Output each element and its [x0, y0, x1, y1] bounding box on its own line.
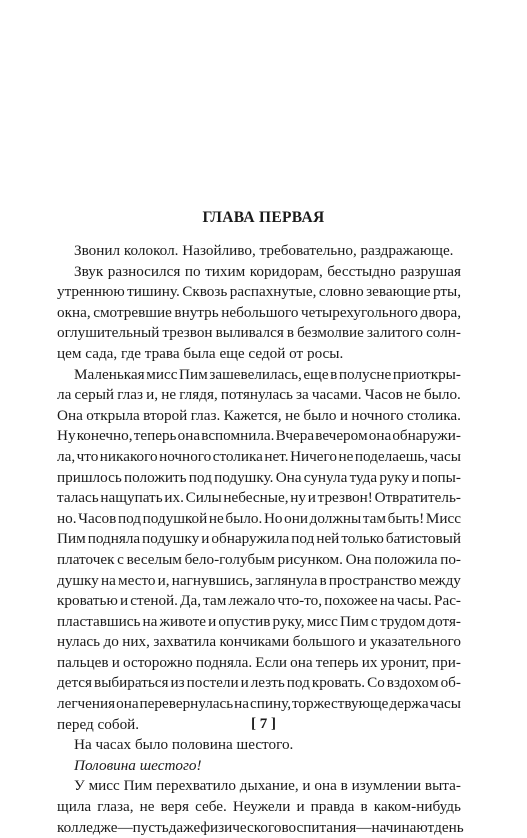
- text-line: [57, 529, 461, 550]
- text-line: [57, 735, 461, 756]
- word: и: [201, 530, 210, 548]
- word: безмолвие: [297, 324, 364, 342]
- word: захватила: [153, 633, 217, 651]
- word: мисс: [306, 612, 338, 630]
- word: зевающие: [366, 283, 431, 301]
- word: руку,: [272, 612, 305, 630]
- word: мисс: [88, 777, 120, 795]
- word: платочек: [57, 550, 115, 568]
- word: Да,: [180, 592, 202, 610]
- word: и: [119, 592, 129, 610]
- word: теперь: [133, 427, 177, 445]
- text-line: [57, 344, 461, 365]
- word: никакого: [99, 447, 158, 465]
- line-text: перед собой.: [57, 715, 140, 733]
- word: трезвон: [162, 324, 213, 342]
- line-text: цем сада, где трава была еще седой от росы.: [57, 344, 344, 362]
- word: часы: [429, 447, 461, 465]
- text-line: [57, 673, 461, 694]
- word: пластавшись: [57, 612, 141, 630]
- word: было.: [423, 386, 461, 404]
- word: она: [177, 427, 201, 445]
- text-line: [57, 282, 461, 303]
- word: попы-: [421, 468, 461, 486]
- word: обнаружила: [211, 530, 290, 548]
- word: Силы: [185, 489, 222, 507]
- word: открыла: [86, 406, 140, 424]
- word: пространство: [328, 571, 417, 589]
- word: Неужели: [232, 798, 291, 816]
- word: она: [116, 695, 139, 713]
- text-line: [57, 756, 461, 777]
- line-text: Звонил колокол. Назойливо, требовательно, раздражающе.: [74, 242, 454, 259]
- word: и: [411, 468, 420, 486]
- word: по-: [440, 550, 461, 568]
- word: внутрь: [174, 303, 219, 321]
- word: теперь: [315, 653, 359, 671]
- word: талась: [57, 489, 99, 507]
- text-line: [57, 262, 461, 283]
- word: Мисс: [425, 509, 461, 527]
- word: Она: [275, 468, 302, 486]
- word: глядя,: [179, 386, 218, 404]
- word: небольшого: [221, 303, 299, 321]
- word: об-: [440, 674, 461, 692]
- word: кончиками: [219, 633, 290, 651]
- word: под: [188, 468, 212, 486]
- word: нагнувшись,: [171, 571, 254, 589]
- word: Рас-: [434, 592, 461, 610]
- word: уронит,: [380, 653, 429, 671]
- word: положить: [124, 468, 187, 486]
- word: в: [286, 324, 295, 342]
- word: Если: [255, 653, 288, 671]
- word: большого: [292, 633, 356, 651]
- text-line: [57, 612, 461, 633]
- word: место: [117, 571, 156, 589]
- word: осторожно: [122, 653, 193, 671]
- text-line: [57, 818, 464, 838]
- word: кроватью: [57, 592, 118, 610]
- word: себе.: [195, 798, 227, 816]
- word: изумлении: [351, 777, 422, 795]
- word: под: [291, 530, 315, 548]
- word: нет.: [264, 447, 289, 465]
- word: Пим: [123, 777, 153, 795]
- word: туда: [349, 468, 378, 486]
- word: физического: [200, 818, 282, 836]
- word: что: [76, 447, 99, 465]
- word: при-: [432, 653, 461, 671]
- word: она: [290, 653, 313, 671]
- word: солн-: [426, 324, 461, 342]
- word: каком-нибудь: [373, 798, 461, 816]
- word: и,: [146, 386, 159, 404]
- word: ночного: [159, 447, 212, 465]
- word: не: [139, 798, 155, 816]
- word: и: [111, 653, 120, 671]
- word: утреннюю: [57, 283, 125, 301]
- word: подняла.: [195, 653, 253, 671]
- word: веселым: [126, 550, 182, 568]
- text-line: [57, 653, 461, 674]
- word: вспомнила.: [201, 427, 275, 445]
- word: и,: [157, 571, 170, 589]
- word: Отвратитель-: [374, 489, 461, 507]
- word: под: [117, 509, 141, 527]
- word: душку: [57, 571, 99, 589]
- word: часы.: [396, 592, 432, 610]
- word: было: [303, 406, 337, 424]
- word: столика.: [406, 406, 461, 424]
- word: часы: [429, 695, 461, 713]
- word: глаза,: [97, 798, 134, 816]
- text-line: [57, 303, 461, 324]
- word: и: [307, 489, 316, 507]
- word: вечером: [315, 427, 368, 445]
- word: и: [208, 612, 217, 630]
- word: часами.: [311, 386, 362, 404]
- word: и: [339, 406, 349, 424]
- text-line: [57, 406, 461, 427]
- word: приоткры-: [392, 365, 461, 383]
- word: но.: [57, 509, 77, 527]
- text-line: [57, 632, 461, 653]
- word: Кажется,: [223, 406, 282, 424]
- word: еще: [303, 365, 329, 383]
- word: было.: [225, 509, 263, 527]
- word: рты,: [432, 283, 461, 301]
- word: нулась: [57, 633, 101, 651]
- word: начинают: [371, 818, 435, 836]
- word: тихим: [205, 262, 246, 280]
- text-line: [57, 797, 461, 818]
- word: подушкой: [142, 509, 208, 527]
- word: бесстыдно: [327, 262, 396, 280]
- word: торжествующе: [291, 695, 389, 713]
- word: дотя-: [427, 612, 461, 630]
- word: колледже: [57, 818, 118, 836]
- word: не: [285, 406, 300, 424]
- word: Пим: [179, 365, 208, 383]
- word: выбираться: [94, 674, 169, 692]
- word: Со: [367, 674, 385, 692]
- word: ла: [57, 386, 72, 404]
- word: четырехугольного: [301, 303, 418, 321]
- word: что-то,: [277, 592, 323, 610]
- word: только: [341, 530, 384, 548]
- word: кровать.: [311, 674, 366, 692]
- word: не: [405, 386, 421, 404]
- word: не: [161, 386, 177, 404]
- word: тишину.: [127, 283, 180, 301]
- word: постели: [186, 674, 239, 692]
- text-line: [57, 694, 461, 715]
- word: трезвон!: [317, 489, 373, 507]
- text-line: [57, 550, 461, 571]
- word: держа: [389, 695, 429, 713]
- word: и: [240, 674, 249, 692]
- word: коридорам,: [249, 262, 323, 280]
- page-number: [ 7 ]: [251, 716, 276, 732]
- word: перевернулась: [139, 695, 234, 713]
- word: залитого: [366, 324, 424, 342]
- word: дыхание,: [239, 777, 299, 795]
- word: ночного: [351, 406, 404, 424]
- word: лезть: [250, 674, 285, 692]
- word: вздохом: [386, 674, 439, 692]
- word: окна,: [57, 303, 91, 321]
- word: ней: [316, 530, 340, 548]
- word: в: [340, 777, 348, 795]
- word: щила: [57, 798, 92, 816]
- word: веря: [160, 798, 189, 816]
- word: серый: [74, 386, 115, 404]
- word: и: [296, 798, 305, 816]
- word: распахнутые,: [229, 283, 317, 301]
- word: дется: [57, 674, 93, 692]
- text-line: [57, 426, 461, 447]
- word: под: [286, 674, 310, 692]
- word: руку: [379, 468, 410, 486]
- word: между: [418, 571, 461, 589]
- word: разносился: [107, 262, 181, 280]
- word: быть!: [387, 509, 425, 527]
- word: Но: [263, 509, 283, 527]
- word: с: [117, 550, 124, 568]
- word: потянулась: [220, 386, 293, 404]
- word: Ну: [57, 427, 76, 445]
- word: Она: [57, 406, 83, 424]
- word: —: [117, 818, 133, 836]
- word: глаз: [117, 386, 143, 404]
- word: лежало: [228, 592, 276, 610]
- word: указательного: [370, 633, 461, 651]
- word: пусть: [132, 818, 169, 836]
- word: на: [100, 571, 116, 589]
- text-line: [57, 488, 461, 509]
- word: правда: [310, 798, 355, 816]
- text-line: [57, 447, 461, 468]
- word: должны: [309, 509, 362, 527]
- word: из: [170, 674, 185, 692]
- line-text: Половина шестого!: [74, 756, 202, 774]
- text-line: [57, 468, 461, 489]
- text-line: [57, 241, 461, 262]
- text-line: [57, 385, 461, 406]
- word: их.: [164, 489, 184, 507]
- word: подушку.: [214, 468, 274, 486]
- word: небесные,: [223, 489, 289, 507]
- word: и: [302, 777, 311, 795]
- word: двора,: [420, 303, 461, 321]
- word: Вчера: [275, 427, 315, 445]
- word: за: [296, 386, 309, 404]
- word: Маленькая: [74, 365, 145, 383]
- word: выливался: [215, 324, 284, 342]
- word: оглушительный: [57, 324, 160, 342]
- word: столика: [212, 447, 263, 465]
- word: по: [184, 262, 201, 280]
- word: трудом: [379, 612, 426, 630]
- word: рисунком.: [277, 550, 343, 568]
- word: она: [314, 777, 337, 795]
- word: Пим: [57, 530, 86, 548]
- text-line: [57, 509, 461, 530]
- text-line: [57, 571, 461, 592]
- word: Она: [345, 550, 372, 568]
- word: смотревшие: [93, 303, 172, 321]
- word: Звук: [74, 262, 104, 280]
- word: воспитания: [281, 818, 357, 836]
- word: полусне: [338, 365, 392, 383]
- word: ла,: [57, 447, 76, 465]
- word: —: [356, 818, 372, 836]
- word: подушку: [142, 530, 200, 548]
- word: зашевелилась,: [209, 365, 302, 383]
- line-text: На часах было половина шестого.: [74, 736, 294, 754]
- word: пальцев: [57, 653, 109, 671]
- word: конечно,: [76, 427, 133, 445]
- word: глаз.: [190, 406, 221, 424]
- word: У: [74, 777, 85, 795]
- word: них,: [122, 633, 150, 651]
- word: похожее: [324, 592, 378, 610]
- word: там: [203, 592, 227, 610]
- word: Часов: [78, 509, 117, 527]
- word: на: [379, 592, 395, 610]
- text-line: [57, 591, 461, 612]
- word: в: [360, 798, 368, 816]
- word: до: [103, 633, 119, 651]
- word: легчения: [57, 695, 116, 713]
- word: мисс: [146, 365, 178, 383]
- word: опустив: [218, 612, 271, 630]
- word: поделаешь,: [354, 447, 429, 465]
- word: ну: [290, 489, 307, 507]
- word: на: [142, 612, 158, 630]
- text-line: [57, 776, 461, 797]
- word: пришлось: [57, 468, 122, 486]
- word: положила: [374, 550, 438, 568]
- word: бело-голубым: [184, 550, 275, 568]
- word: нащупать: [100, 489, 163, 507]
- word: второй: [143, 406, 188, 424]
- word: животе: [159, 612, 207, 630]
- word: стеной.: [130, 592, 178, 610]
- word: и: [358, 633, 367, 651]
- word: спину,: [250, 695, 291, 713]
- word: сунула: [303, 468, 348, 486]
- word: Сквозь: [182, 283, 228, 301]
- word: в: [319, 571, 327, 589]
- chapter-text: [57, 241, 464, 838]
- word: на: [234, 695, 250, 713]
- word: обнаружи-: [392, 427, 461, 445]
- word: заглянула: [255, 571, 318, 589]
- word: подняла: [87, 530, 141, 548]
- word: Ничего: [290, 447, 337, 465]
- word: там: [362, 509, 386, 527]
- word: перехватило: [156, 777, 236, 795]
- word: не: [338, 447, 354, 465]
- word: она: [368, 427, 392, 445]
- word: день: [434, 818, 464, 836]
- word: не: [208, 509, 224, 527]
- word: Пим: [340, 612, 369, 630]
- word: их: [361, 653, 378, 671]
- word: выта-: [424, 777, 461, 795]
- text-line: [57, 365, 461, 386]
- word: Часов: [364, 386, 403, 404]
- word: они: [284, 509, 308, 527]
- word: даже: [168, 818, 201, 836]
- word: разрушая: [400, 262, 461, 280]
- word: батистовый: [385, 530, 461, 548]
- chapter-title: ГЛАВА ПЕРВАЯ: [202, 209, 325, 226]
- word: в: [330, 365, 338, 383]
- word: с: [370, 612, 378, 630]
- text-line: [57, 323, 461, 344]
- word: словно: [318, 283, 364, 301]
